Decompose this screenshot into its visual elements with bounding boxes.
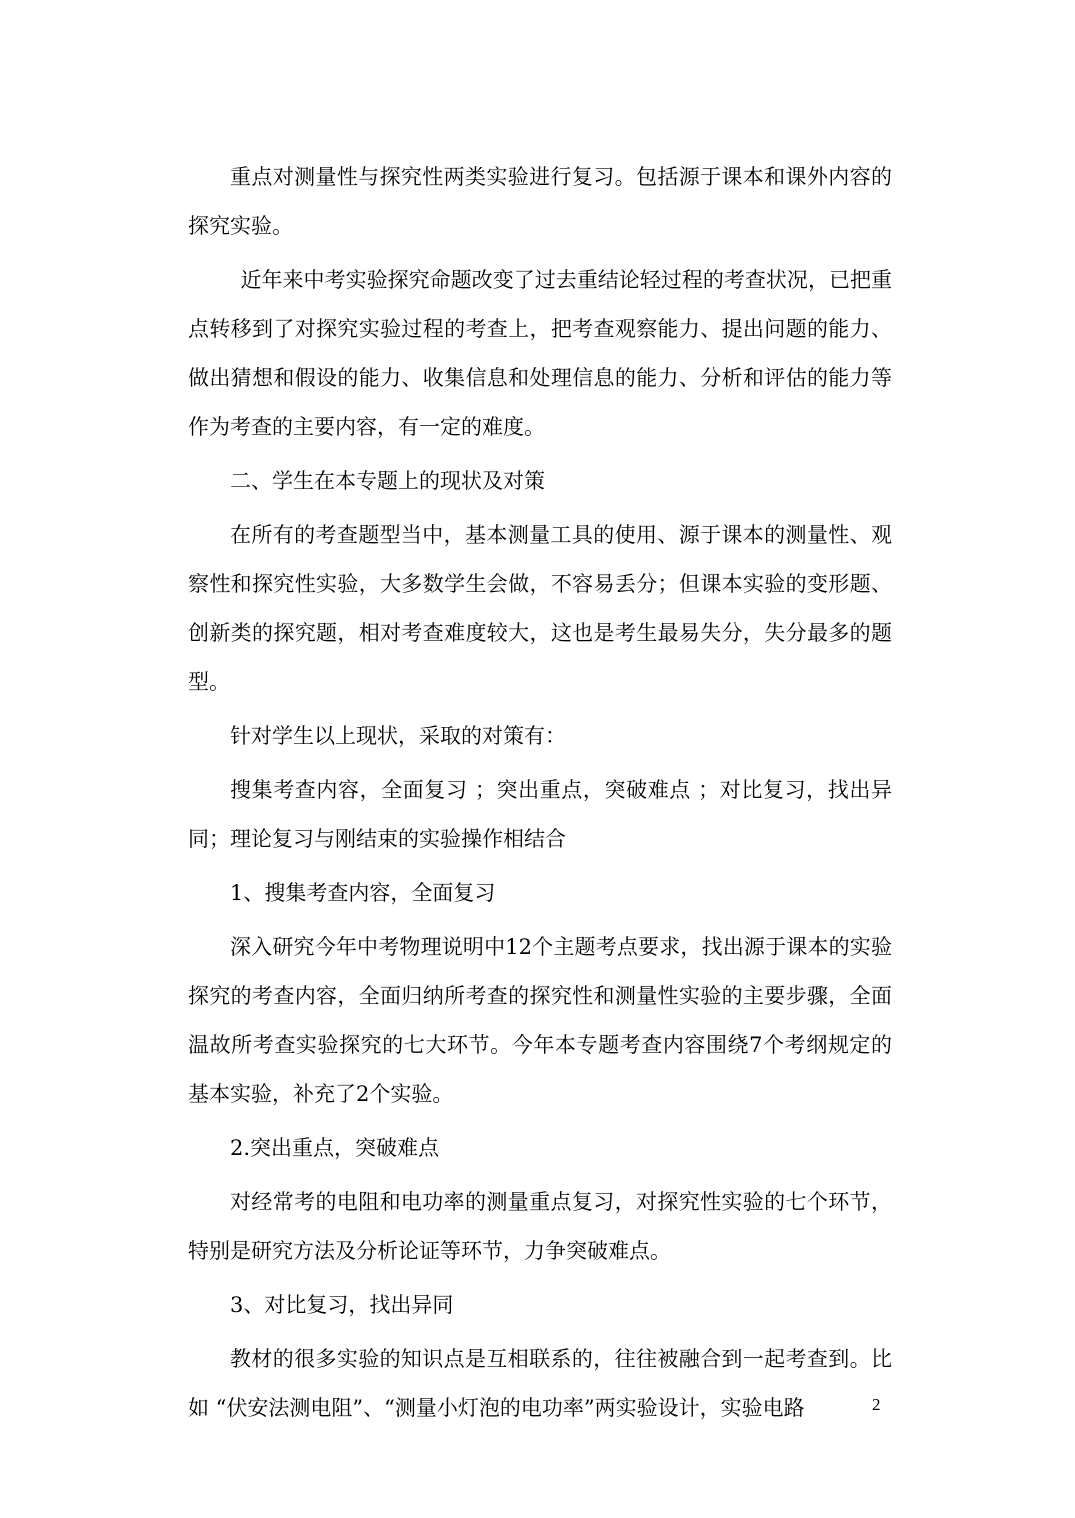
paragraph-strategy-list: 搜集考查内容，全面复习 ；突出重点，突破难点 ；对比复习，找出异同；理论复习与刚结束的实验操作相结合: [188, 778, 892, 851]
paragraph-strategy-intro: 针对学生以上现状，采取的对策有：: [230, 724, 566, 748]
paragraph-collect-content: 深入研究今年中考物理说明中12个主题考点要求，找出源于课本的实验探究的考查内容，全面归纳所考查的探究性和测量性实验的主要步骤，全面温故所考查实验探究的七大环节。今年本专题考查内容围绕7个考纲规定的基本实验，补充了2个实验。: [188, 935, 892, 1106]
paragraph-highlight-key-points: 对经常考的电阻和电功率的测量重点复习，对探究性实验的七个环节，特别是研究方法及分析论证等环节，力争突破难点。: [188, 1190, 892, 1263]
subheading-comparative-review: 3、对比复习，找出异同: [230, 1293, 454, 1317]
page-number: 2: [872, 1395, 881, 1414]
section-heading-status-and-strategy: 二、学生在本专题上的现状及对策: [230, 469, 545, 493]
document-body: [188, 153, 892, 1438]
paragraph-review-focus: 重点对测量性与探究性两类实验进行复习。包括源于课本和课外内容的探究实验。: [188, 165, 892, 238]
paragraph-recent-exam-trend: 近年来中考实验探究命题改变了过去重结论轻过程的考查状况，已把重点转移到了对探究实验过程的考查上，把考查观察能力、提出问题的能力、做出猜想和假设的能力、收集信息和处理信息的能力、分析和评估的能力等作为考查的主要内容，有一定的难度。: [188, 268, 892, 439]
subheading-highlight-key-points: 2.突出重点，突破难点: [230, 1136, 440, 1160]
paragraph-comparative-review: 教材的很多实验的知识点是互相联系的，往往被融合到一起考查到。比如 “伏安法测电阻”、“测量小灯泡的电功率”两实验设计，实验电路: [188, 1347, 892, 1420]
subheading-collect-content: 1、搜集考查内容，全面复习: [230, 881, 496, 905]
paragraph-student-status: 在所有的考查题型当中，基本测量工具的使用、源于课本的测量性、观察性和探究性实验，大多数学生会做，不容易丢分；但课本实验的变形题、创新类的探究题，相对考查难度较大，这也是考生最易失分，失分最多的题型。: [188, 523, 892, 694]
